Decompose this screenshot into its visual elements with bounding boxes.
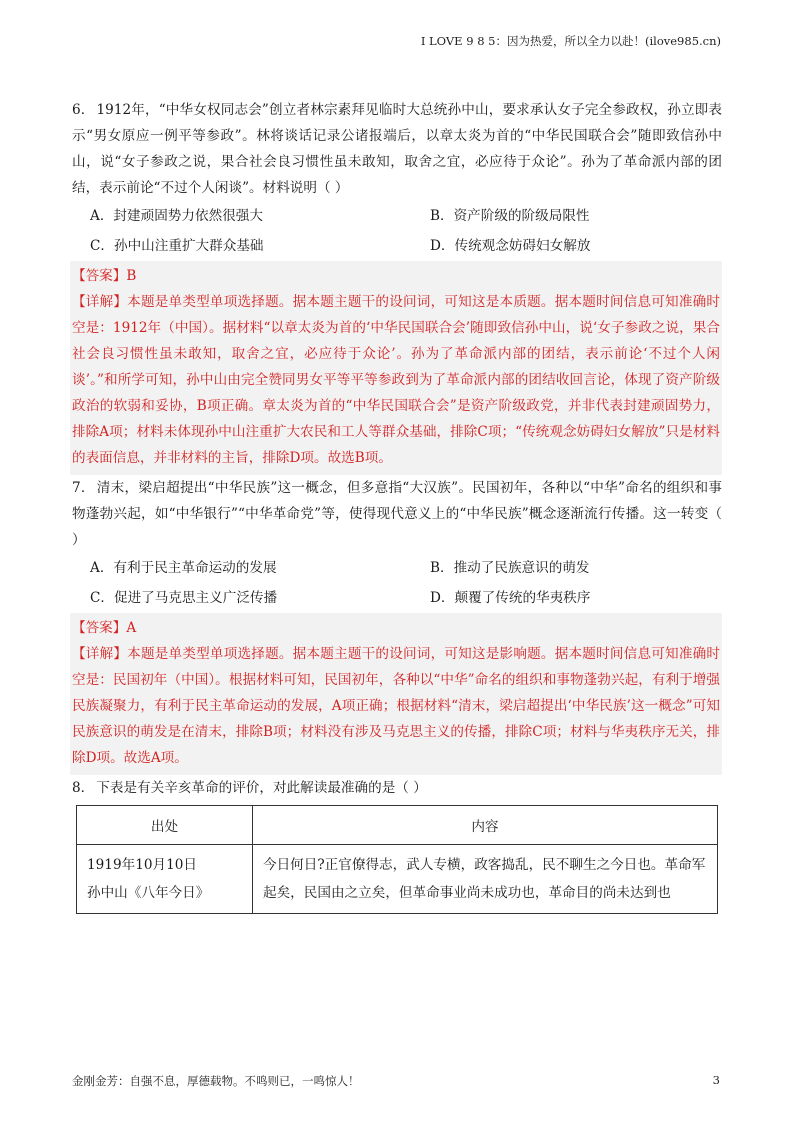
answer-box-6 — [70, 261, 722, 475]
source-work: 孙中山《八年今日》 — [87, 885, 210, 901]
answer-label: 【答案】B — [72, 268, 137, 284]
evaluation-table — [76, 805, 718, 914]
question-6-stem — [72, 97, 722, 201]
question-number: 7． — [72, 480, 95, 496]
cell-source — [77, 845, 253, 914]
option-a: A．封建顽固势力依然很强大 — [90, 208, 263, 224]
table-row — [77, 845, 718, 914]
page-header: I LOVE 9 8 5：因为热爱，所以全力以赴！(ilove985.cn) — [420, 34, 721, 48]
question-text: 清末，梁启超提出“中华民族”这一概念，但多意指“大汉族”。民国初年，各种以“中华”命名的组织和事物蓬勃兴起，如“中华银行”“中华革命党”等，使得现代意义上的“中华民族”概念逐渐流行传播。这一转变（ ） — [72, 480, 722, 548]
question-number: 8． — [72, 780, 95, 796]
question-text: 下表是有关辛亥革命的评价，对此解读最准确的是（ ） — [96, 780, 427, 796]
question-7-options — [72, 553, 722, 613]
option-b: B．资产阶级的阶级局限性 — [430, 208, 590, 224]
footer-motto: 金刚金芳：自强不息，厚德载物。不鸣则已，一鸣惊人！ — [72, 1074, 360, 1088]
option-d: D．传统观念妨碍妇女解放 — [430, 238, 591, 254]
option-a: A．有利于民主革命运动的发展 — [90, 560, 277, 576]
question-6-options — [72, 201, 722, 261]
answer-detail: 【详解】本题是单类型单项选择题。据本题主题干的设问词，可知这是影响题。据本题时间信息可知准确时空是：民国初年（中国）。根据材料可知，民国初年，各种以“中华”命名的组织和事物蓬勃兴起，有利于增强民族凝聚力，有利于民主革命运动的发展，A项正确；根据材料“清末，梁启超提出‘中华民族’这一概念”可知民族意识的萌发是在清末，排除B项；材料没有涉及马克思主义的传播，排除C项；材料与华夷秩序无关，排除D项。故选A项。 — [72, 646, 720, 766]
question-8-stem — [72, 775, 722, 801]
cell-content: 今日何日?正官僚得志，武人专横，政客捣乱，民不聊生之今日也。革命军起矣，民国由之立矣，但革命事业尚未成功也，革命目的尚未达到也 — [253, 845, 718, 914]
column-header-source: 出处 — [77, 806, 253, 845]
question-text: 1912年，“中华女权同志会”创立者林宗素拜见临时大总统孙中山，要求承认女子完全参政权，孙立即表示“男女原应一例平等参政”。林将谈话记录公诸报端后，以章太炎为首的“中华民国联合会”随即致信孙中山，说“女子参政之说，果合社会良习惯性虽未敢知，取舍之宜，必应待于众论”。孙为了革命派内部的团结，表示前论“不过个人闲谈”。材料说明（ ） — [72, 102, 722, 196]
column-header-content: 内容 — [253, 806, 718, 845]
page-number: 3 — [712, 1073, 720, 1087]
option-d: D．颠覆了传统的华夷秩序 — [430, 590, 591, 606]
option-c: C．促进了马克思主义广泛传播 — [90, 590, 278, 606]
table-header-row — [77, 806, 718, 845]
document-body — [72, 97, 722, 914]
question-7-stem — [72, 475, 722, 553]
answer-detail: 【详解】本题是单类型单项选择题。据本题主题干的设问词，可知这是本质题。据本题时间信息可知准确时空是：1912年（中国）。据材料“以章太炎为首的‘中华民国联合会’随即致信孙中山，说‘女子参政之说，果合社会良习惯性虽未敢知，取舍之宜，必应待于众论’。孙为了革命派内部的团结，表示前论‘不过个人闲谈’。”和所学可知，孙中山由完全赞同男女平等平等参政到为了革命派内部的团结收回言论，体现了资产阶级政治的软弱和妥协，B项正确。章太炎为首的“中华民国联合会”是资产阶级政党，并非代表封建顽固势力，排除A项；材料未体现孙中山注重扩大农民和工人等群众基础，排除C项；“传统观念妨碍妇女解放”只是材料的表面信息，并非材料的主旨，排除D项。故选B项。 — [72, 294, 720, 466]
answer-label: 【答案】A — [72, 620, 137, 636]
option-c: C．孙中山注重扩大群众基础 — [90, 238, 264, 254]
question-number: 6． — [72, 102, 95, 118]
option-b: B．推动了民族意识的萌发 — [430, 560, 590, 576]
source-date: 1919年10月10日 — [87, 857, 197, 873]
answer-box-7 — [70, 613, 722, 775]
